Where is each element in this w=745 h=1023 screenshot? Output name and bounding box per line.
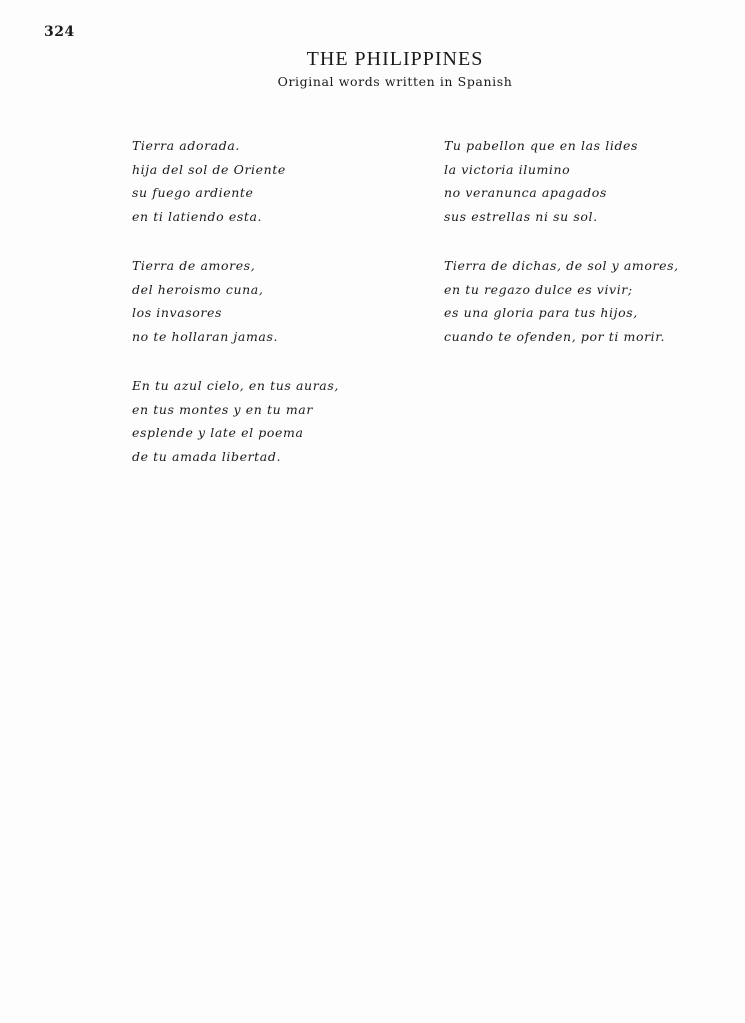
- stanza-4: [444, 134, 679, 228]
- stanza-2: [132, 254, 339, 348]
- verse-line: los invasores: [132, 305, 223, 320]
- left-column: [132, 134, 339, 494]
- verse-line: hija del sol de Oriente: [132, 161, 286, 177]
- stanza-1: [132, 134, 339, 228]
- verse-line: no te hollaran jamas.: [132, 328, 279, 344]
- verse-line: Tierra adorada.: [132, 138, 240, 153]
- page-subtitle: Original words written in Spanish: [277, 74, 513, 89]
- stanza-5: [444, 254, 679, 348]
- verse-line: En tu azul cielo, en tus auras,: [132, 378, 339, 393]
- verse-line: de tu amada libertad.: [132, 448, 282, 464]
- verse-line: en tu regazo dulce es vivir;: [444, 281, 633, 297]
- verse-line: su fuego ardiente: [132, 185, 254, 200]
- page-title: THE PHILIPPINES: [306, 48, 484, 70]
- verse-line: en ti latiendo esta.: [132, 208, 263, 224]
- page-number: 324: [44, 24, 75, 40]
- verse-line: es una gloria para tus hijos,: [444, 305, 638, 320]
- stanza-3: [132, 374, 339, 468]
- verse-line: en tus montes y en tu mar: [132, 401, 313, 417]
- verse-line: no veranunca apagados: [444, 185, 607, 200]
- verse-line: sus estrellas ni su sol.: [444, 208, 598, 224]
- verse-line: Tierra de amores,: [132, 258, 256, 273]
- right-column: [444, 134, 679, 374]
- verse-line: la victoria ilumino: [444, 161, 571, 177]
- verse-line: cuando te ofenden, por ti morir.: [444, 328, 666, 344]
- verse-line: esplende y late el poema: [132, 425, 304, 440]
- verse-line: Tierra de dichas, de sol y amores,: [444, 258, 679, 273]
- verse-line: Tu pabellon que en las lides: [444, 138, 639, 153]
- verse-line: del heroismo cuna,: [132, 281, 264, 297]
